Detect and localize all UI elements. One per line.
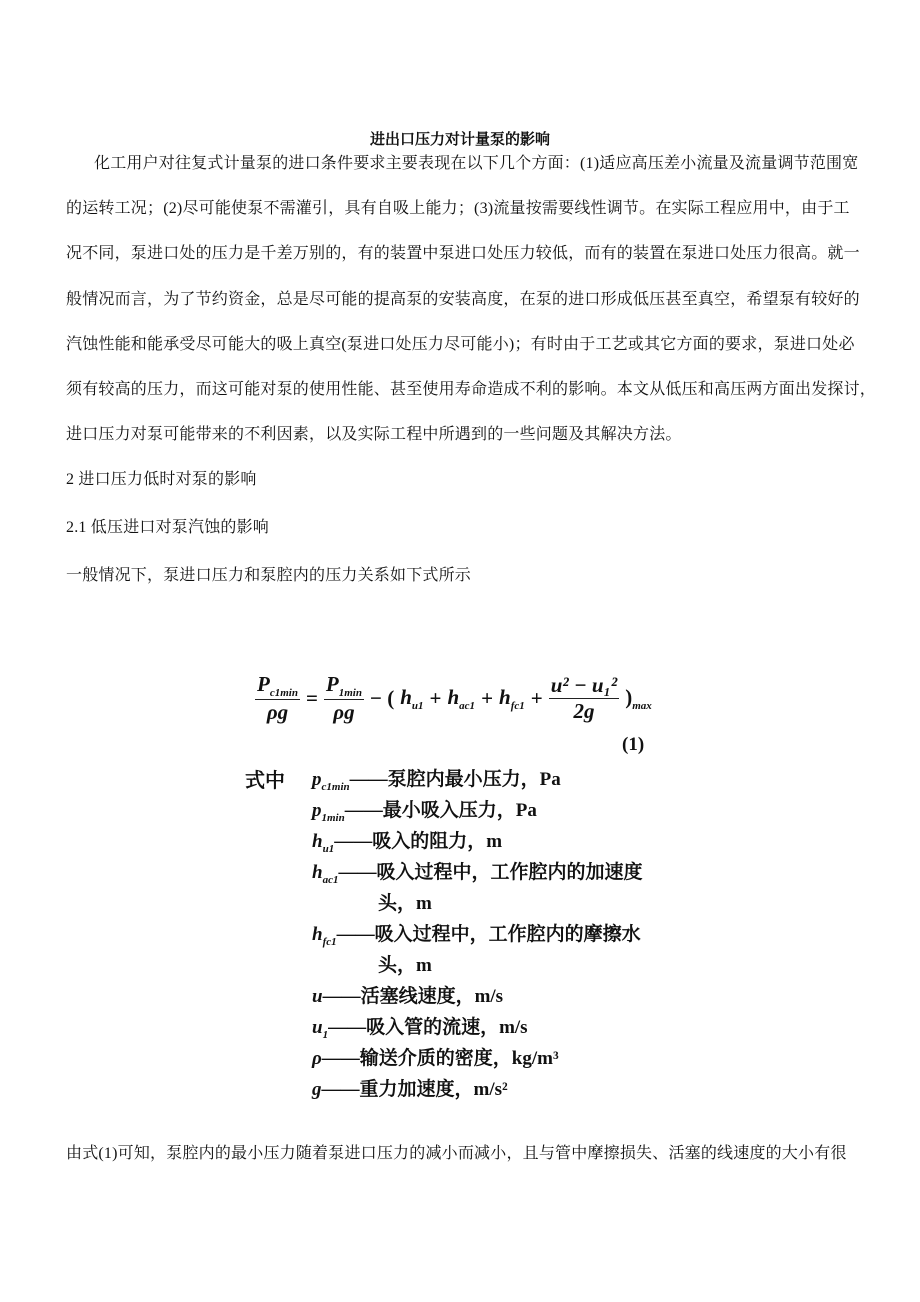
document-title: 进出口压力对计量泵的影响 xyxy=(369,132,550,148)
paragraph-line: 汽蚀性能和能承受尽可能大的吸上真空(泵进口处压力尽可能小)；有时由于工艺或其它方面的要求，泵进口处必 xyxy=(66,336,855,353)
equation-1: $\frac{P_{c1min}}{\rho g}$ = $\frac{P_{1min}}{\rho g}$ − ( $h_{u1}$ + $h_{ac1}$ + $h_{fc1}$ + $\frac{\text{u² − u₁²}}{2g}$ )$_{max}$ xyxy=(257,672,652,725)
paragraph-line: 况不同，泵进口处的压力是千差万别的，有的装置中泵进口处压力较低，而有的装置在泵进口处压力很高。就一 xyxy=(66,245,860,262)
variable-definition: u——活塞线速度，m/s xyxy=(312,986,504,1007)
variable-definition: $h_{ac1}——$吸入过程中，工作腔内的加速度 xyxy=(312,862,643,886)
variable-definition: g——重力加速度，m/s² xyxy=(312,1079,508,1100)
lhs-fraction: $\frac{P_{c1min}}{\rho g}$ xyxy=(257,672,298,725)
variable-definition: $h_{u1}——$吸入的阻力，m xyxy=(312,831,503,855)
velocity-fraction: $\frac{\text{u² − u₁²}}{2g}$ xyxy=(550,673,618,724)
variable-definition: $h_{fc1}——$吸入过程中，工作腔内的摩擦水 xyxy=(312,924,641,948)
paragraph-line: 须有较高的压力，而这可能对泵的使用性能、甚至使用寿命造成不利的影响。本文从低压和高压两方面出发探讨， xyxy=(66,381,877,398)
paragraph-line: 般情况而言，为了节约资金，总是尽可能的提高泵的安装高度，在泵的进口形成低压甚至真空，希望泵有较好的 xyxy=(66,291,860,308)
variable-definition: $p_{1min}——$最小吸入压力，Pa xyxy=(312,800,537,824)
rhs-fraction: $\frac{P_{1min}}{\rho g}$ xyxy=(325,672,362,725)
paragraph-line: 进口压力对泵可能带来的不利因素，以及实际工程中所遇到的一些问题及其解决方法。 xyxy=(66,426,682,443)
variable-definition: ρ——输送介质的密度，kg/m³ xyxy=(312,1048,559,1069)
equation-number: (1) xyxy=(622,734,645,755)
section-heading-2: 2 进口压力低时对泵的影响 xyxy=(66,471,257,488)
intro-line: 一般情况下，泵进口压力和泵腔内的压力关系如下式所示 xyxy=(66,567,472,584)
paragraph-line: 的运转工况；(2)尽可能使泵不需灌引，具有自吸上能力；(3)流量按需要线性调节。在实际工程应用中，由于工 xyxy=(66,200,850,217)
variable-definition: $p_{c1min}——$泵腔内最小压力，Pa xyxy=(312,769,561,793)
paragraph-line: 化工用户对往复式计量泵的进口条件要求主要表现在以下几个方面：(1)适应高压差小流量及流量调节范围宽 xyxy=(94,155,859,172)
variable-definition: $u_1——$吸入管的流速，m/s xyxy=(312,1017,528,1041)
variable-definition: 头，m xyxy=(378,893,432,914)
closing-line: 由式(1)可知，泵腔内的最小压力随着泵进口压力的减小而减小，且与管中摩擦损失、活塞的线速度的大小有很 xyxy=(66,1145,847,1162)
section-heading-2-1: 2.1 低压进口对泵汽蚀的影响 xyxy=(66,519,270,536)
where-label: 式中 xyxy=(245,770,285,792)
variable-definition: 头，m xyxy=(378,955,432,976)
